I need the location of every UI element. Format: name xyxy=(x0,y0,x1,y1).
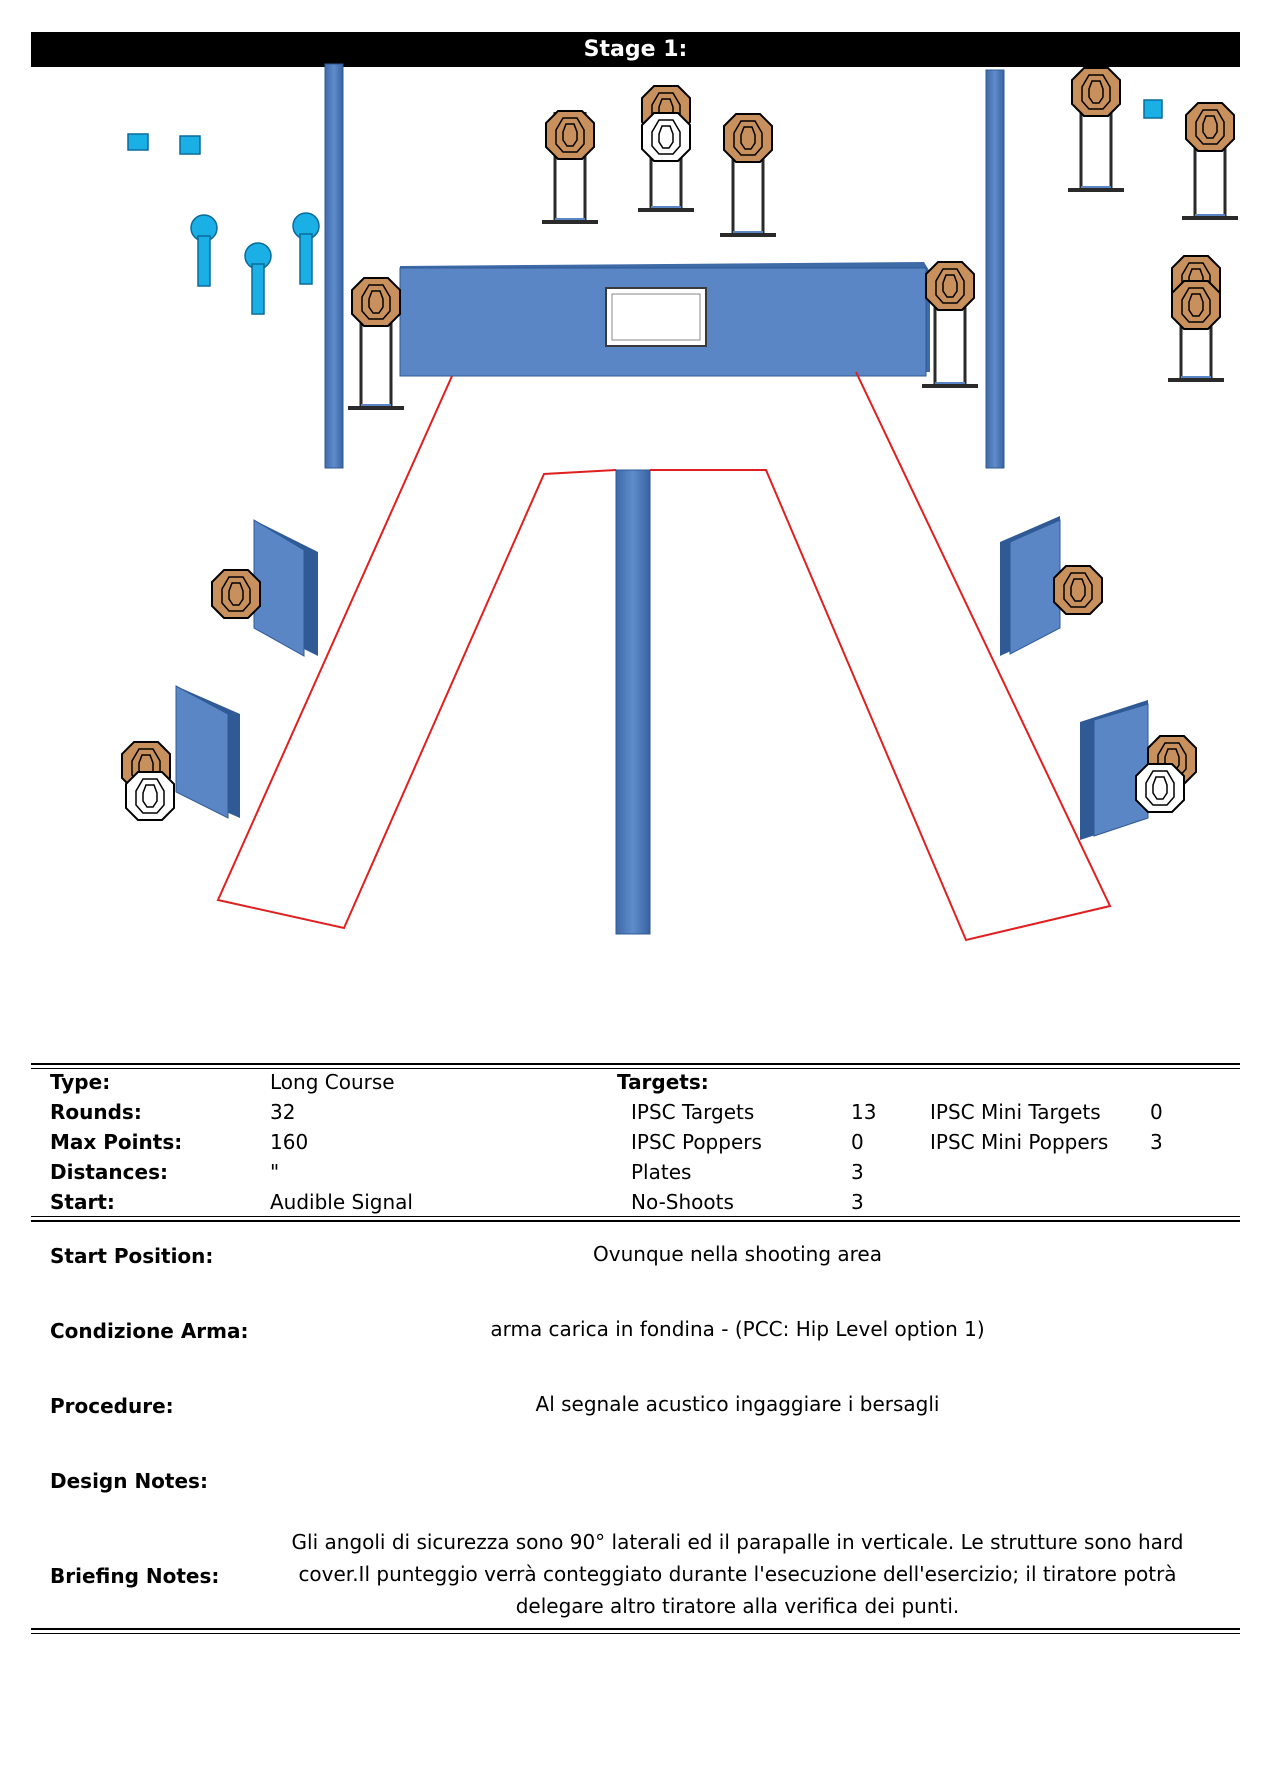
briefing-notes-label: Briefing Notes: xyxy=(50,1564,220,1588)
ipsc-target xyxy=(212,570,260,618)
noshoots-value: 3 xyxy=(851,1190,864,1214)
ipsc-target xyxy=(1172,281,1220,329)
briefing-line-1: Gli angoli di sicurezza sono 90° laterali ed il parapalle in verticale. Le strutture sono hard xyxy=(291,1530,1184,1554)
mini-targets-value: 0 xyxy=(1150,1100,1163,1124)
no-shoot-target xyxy=(642,113,690,161)
targets-label: Targets: xyxy=(617,1070,709,1094)
condizione-value: arma carica in fondina - (PCC: Hip Level option 1) xyxy=(490,1317,985,1341)
ipsc-targets-label: IPSC Targets xyxy=(631,1100,755,1124)
ipsc-target xyxy=(926,262,974,310)
briefing-line-2: cover.Il punteggio verrà conteggiato durante l'esecuzione dell'esercizio; il tiratore potrà xyxy=(298,1562,1177,1586)
rounds-value: 32 xyxy=(270,1100,296,1124)
no-shoot-target xyxy=(1136,764,1184,812)
ipsc-target xyxy=(352,278,400,326)
plates-value: 3 xyxy=(851,1160,864,1184)
no-shoot-target xyxy=(126,772,174,820)
type-value: Long Course xyxy=(270,1070,395,1094)
mini-popper xyxy=(293,213,319,284)
mini-poppers-value: 3 xyxy=(1150,1130,1163,1154)
briefing-line-3: delegare altro tiratore alla verifica dei punti. xyxy=(515,1594,960,1618)
ipsc-target xyxy=(724,114,772,162)
noshoots-label: No-Shoots xyxy=(631,1190,734,1214)
max-points-value: 160 xyxy=(270,1130,309,1154)
mini-popper xyxy=(245,243,271,314)
mini-popper xyxy=(191,215,217,286)
ipsc-poppers-value: 0 xyxy=(851,1130,864,1154)
barrier-right-lower xyxy=(1080,700,1148,840)
right-wall xyxy=(986,70,1004,468)
mini-targets-label: IPSC Mini Targets xyxy=(930,1100,1101,1124)
ipsc-poppers-label: IPSC Poppers xyxy=(631,1130,762,1154)
back-wall xyxy=(400,262,930,376)
center-wall xyxy=(616,470,650,934)
ipsc-targets-value: 13 xyxy=(851,1100,877,1124)
mini-poppers-label: IPSC Mini Poppers xyxy=(930,1130,1109,1154)
ipsc-target xyxy=(1186,103,1234,151)
barrier-left-upper xyxy=(254,520,318,656)
plate xyxy=(128,134,148,150)
barrier-left-lower xyxy=(176,686,240,818)
start-value: Audible Signal xyxy=(270,1190,413,1214)
design-notes-label: Design Notes: xyxy=(50,1469,208,1493)
type-label: Type: xyxy=(50,1070,111,1094)
plate xyxy=(1144,100,1162,118)
condizione-label: Condizione Arma: xyxy=(50,1319,249,1343)
ipsc-target xyxy=(1072,68,1120,116)
procedure-label: Procedure: xyxy=(50,1394,174,1418)
fault-line-left xyxy=(218,376,616,928)
plates-label: Plates xyxy=(631,1160,692,1184)
ipsc-target xyxy=(1054,566,1102,614)
plate xyxy=(180,136,200,154)
start-position-value: Ovunque nella shooting area xyxy=(593,1242,882,1266)
barrier-right-upper xyxy=(1000,516,1060,656)
start-position-label: Start Position: xyxy=(50,1244,214,1268)
start-label: Start: xyxy=(50,1190,115,1214)
max-points-label: Max Points: xyxy=(50,1130,183,1154)
ipsc-target xyxy=(546,111,594,159)
stage-title: Stage 1: xyxy=(31,32,1240,67)
procedure-value: Al segnale acustico ingaggiare i bersagli xyxy=(535,1392,940,1416)
distances-label: Distances: xyxy=(50,1160,168,1184)
fault-line-right xyxy=(650,372,1110,940)
rounds-label: Rounds: xyxy=(50,1100,142,1124)
distances-value: " xyxy=(270,1160,280,1184)
left-wall xyxy=(325,64,343,468)
